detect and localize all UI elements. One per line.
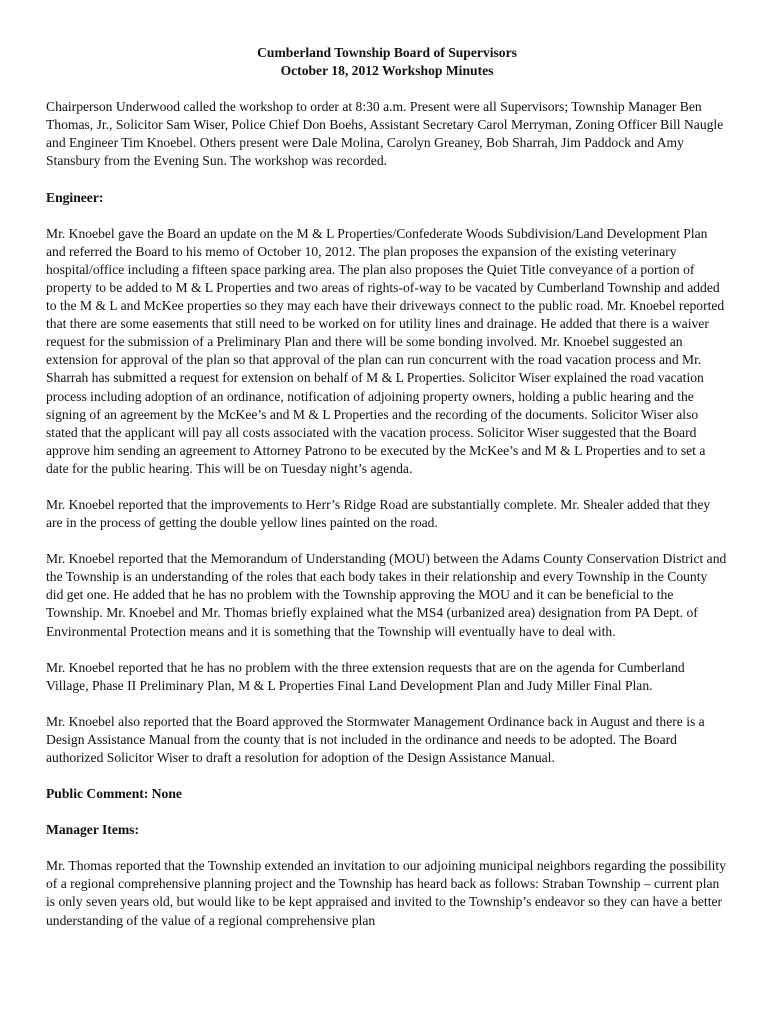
- engineer-paragraph-extensions: Mr. Knoebel reported that he has no problem with the three extension requests that are on the agenda for Cumberland Village, Phase II Preliminary Plan, M & L Properties Final Land Development Plan and Judy Miller Final Plan.: [46, 659, 685, 693]
- document-title: [46, 44, 728, 80]
- manager-items-heading: Manager Items:: [46, 822, 139, 838]
- engineer-paragraph-ml-properties: Mr. Knoebel gave the Board an update on the M & L Properties/Confederate Woods Subdivision/Land Development Plan and referred the Board to his memo of October 10, 2012. The plan proposes the expansion of the existing veterinary hospital/office including a fifteen space parking area. The plan also proposes the Quiet Title conveyance of a portion of property to be added to M & L Properties and two areas of rights-of-way to be vacated by Cumberland Township and added to the M & L and McKee properties so they may each have their driveways connect to the public road. Mr. Knoebel reported that there are some easements that still need to be worked on for utility lines and drainage. He added that there is a waiver request for the submission of a Preliminary Plan and there will be some bonding involved. Mr. Knoebel suggested an extension for approval of the plan so that approval of the plan can run concurrent with the road vacation process and Mr. Sharrah has submitted a request for extension on behalf of M & L Properties. Solicitor Wiser explained the road vacation process including adoption of an ordinance, notification of adjoining property owners, holding a public hearing and the signing of an agreement by the McKee’s and M & L Properties and the recording of the documents. Solicitor Wiser also stated that the applicant will pay all costs associated with the vacation process. Solicitor Wiser suggested that the Board approve him sending an agreement to Attorney Patrono to be executed by the McKee’s and M & L Properties and to set a date for the public hearing. This will be on Tuesday night’s agenda.: [46, 225, 725, 476]
- public-comment-heading: Public Comment: None: [46, 786, 182, 802]
- engineer-paragraph-stormwater: Mr. Knoebel also reported that the Board approved the Stormwater Management Ordinance back in August and there is a Design Assistance Manual from the county that is not included in the ordinance and needs to be adopted. The Board authorized Solicitor Wiser to draft a resolution for adoption of the Design Assistance Manual.: [46, 713, 705, 765]
- engineer-paragraph-mou: Mr. Knoebel reported that the Memorandum of Understanding (MOU) between the Adams County Conservation District and the Township is an understanding of the roles that each body takes in their relationship and every Township in the County did get one. He added that he has no problem with the Township approving the MOU and it can be beneficial to the Township. Mr. Knoebel and Mr. Thomas briefly explained what the MS4 (urbanized area) designation from PA Dept. of Environmental Protection means and it is something that the Township will eventually have to deal with.: [46, 551, 727, 639]
- title-meeting-date: October 18, 2012 Workshop Minutes: [280, 63, 494, 79]
- engineer-paragraph-herrs-ridge: Mr. Knoebel reported that the improvements to Herr’s Ridge Road are substantially complete. Mr. Shealer added that they are in the process of getting the double yellow lines painted on the road.: [46, 496, 711, 531]
- intro-paragraph: Chairperson Underwood called the workshop to order at 8:30 a.m. Present were all Supervisors; Township Manager Ben Thomas, Jr., Solicitor Sam Wiser, Police Chief Don Boehs, Assistant Secretary Carol Merryman, Zoning Officer Bill Naugle and Engineer Tim Knoebel. Others present were Dale Molina, Carolyn Greaney, Bob Sharrah, Jim Paddock and Amy Stansbury from the Evening Sun. The workshop was recorded.: [46, 99, 724, 169]
- manager-paragraph: Mr. Thomas reported that the Township extended an invitation to our adjoining municipal neighbors regarding the possibility of a regional comprehensive planning project and the Township has heard back as follows: Straban Township – current plan is only seven years old, but would like to be kept appraised and invited to the Township’s endeavor so they can have a better understanding of the value of a regional comprehensive plan: [46, 858, 727, 928]
- engineer-heading: Engineer:: [46, 189, 104, 205]
- document-page: [46, 44, 728, 948]
- title-organization: Cumberland Township Board of Supervisors: [257, 45, 517, 60]
